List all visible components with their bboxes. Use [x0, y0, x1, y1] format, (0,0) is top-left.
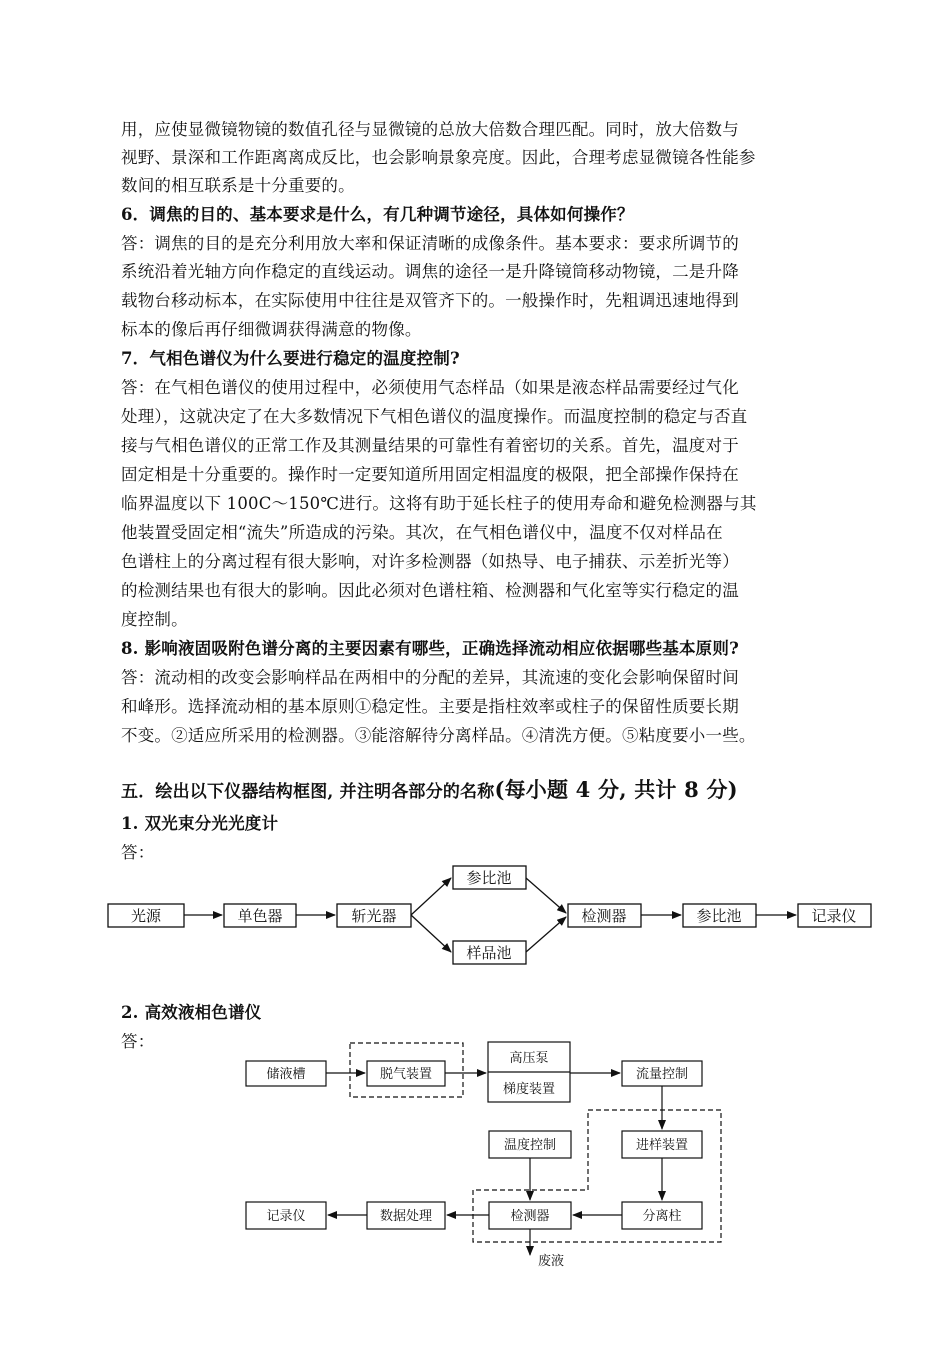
label-recorder-2: 记录仪 — [266, 1209, 306, 1224]
label-monochromator: 单色器 — [237, 907, 283, 925]
q8-answer-line-3: 不变。②适应所采用的检测器。③能溶解待分离样品。④清洗方便。⑤粘度要小一些。 — [121, 726, 756, 745]
q6-answer-line-4: 标本的像后再仔细微调获得满意的物像。 — [121, 320, 422, 339]
q7-question: 7．气相色谱仪为什么要进行稳定的温度控制? — [121, 349, 460, 368]
label-temp-control: 温度控制 — [503, 1138, 557, 1153]
sub2-answer-label: 答： — [121, 1032, 155, 1051]
q8-answer-line-2: 和峰形。选择流动相的基本原则①稳定性。主要是指柱效率或柱子的保留性质要长期 — [121, 697, 739, 716]
q7-answer-line-5: 临界温度以下 100C～150℃进行。这将有助于延长柱子的使用寿命和避免检测器与其 — [121, 494, 757, 513]
q7-answer-line-6: 他装置受固定相“流失”所造成的污染。其次，在气相色谱仪中，温度不仅对样品在 — [121, 523, 723, 542]
label-data-processing: 数据处理 — [379, 1209, 433, 1224]
label-sample-cell: 样品池 — [466, 944, 512, 962]
label-reference-cell: 参比池 — [466, 869, 512, 887]
diagram-hplc — [0, 1035, 952, 1275]
intro-line-3: 数间的相互联系是十分重要的。 — [121, 176, 355, 195]
label-flow-control: 流量控制 — [635, 1067, 689, 1082]
arrow-chopper-to-sample — [411, 915, 451, 952]
q7-answer-line-1: 答：在气相色谱仪的使用过程中，必须使用气态样品（如果是液态样品需要经过气化 — [121, 378, 739, 397]
sub1-answer-label: 答： — [121, 843, 155, 862]
q7-answer-line-3: 接与气相色谱仪的正常工作及其测量结果的可靠性有着密切的关系。首先，温度对于 — [121, 436, 739, 455]
diagram-double-beam-spectrophotometer — [0, 855, 952, 975]
label-detector-2: 检测器 — [510, 1209, 550, 1224]
intro-line-2: 视野、景深和工作距离离成反比，也会影响景象亮度。因此，合理考虑显微镜各性能参 — [121, 148, 756, 167]
label-reference-cell-2: 参比池 — [696, 907, 742, 925]
sub1-title: 1. 双光束分光光度计 — [121, 814, 279, 833]
label-reservoir: 储液槽 — [266, 1067, 306, 1082]
q8-question: 8. 影响液固吸附色谱分离的主要因素有哪些，正确选择流动相应依据哪些基本原则? — [121, 639, 739, 658]
q7-answer-line-9: 度控制。 — [121, 610, 188, 629]
section5-title: 五．绘出以下仪器结构框图, 并注明各部分的名称 — [121, 782, 495, 802]
arrow-ref-to-detector — [526, 878, 566, 913]
q8-answer-line-1: 答：流动相的改变会影响样品在两相中的分配的差异，其流速的变化会影响保留时间 — [121, 668, 739, 687]
label-detector: 检测器 — [581, 907, 627, 925]
label-injector: 进样装置 — [635, 1138, 689, 1153]
label-light-source: 光源 — [130, 907, 162, 925]
q6-answer-line-2: 系统沿着光轴方向作稳定的直线运动。调焦的途径一是升降镜筒移动物镜，二是升降 — [121, 262, 739, 281]
section5-heading — [121, 778, 738, 804]
q7-answer-line-4: 固定相是十分重要的。操作时一定要知道所用固定相温度的极限，把全部操作保持在 — [121, 465, 739, 484]
q7-answer-line-7: 色谱柱上的分离过程有很大影响，对许多检测器（如热导、电子捕获、示差折光等） — [121, 552, 739, 571]
label-waste: 废液 — [537, 1254, 565, 1269]
label-column: 分离柱 — [642, 1209, 682, 1224]
arrow-sample-to-detector — [526, 917, 566, 952]
q7-answer-line-2: 处理），这就决定了在大多数情况下气相色谱仪的温度操作。而温度控制的稳定与否直 — [121, 407, 748, 426]
q6-answer-line-3: 载物台移动标本，在实际使用中往往是双管齐下的。一般操作时，先粗调迅速地得到 — [121, 291, 739, 310]
arrow-chopper-to-ref — [411, 878, 451, 915]
section5-score: (每小题 4 分, 共计 8 分) — [494, 777, 738, 802]
q6-question: 6．调焦的目的、基本要求是什么，有几种调节途径，具体如何操作？ — [121, 205, 634, 224]
label-recorder: 记录仪 — [811, 907, 857, 925]
intro-line-1: 用，应使显微镜物镜的数值孔径与显微镜的总放大倍数合理匹配。同时，放大倍数与 — [121, 120, 739, 139]
sub2-title: 2. 高效液相色谱仪 — [121, 1003, 262, 1022]
label-degasser: 脱气装置 — [379, 1067, 433, 1082]
label-pump: 高压泵 — [509, 1051, 549, 1066]
label-gradient: 梯度装置 — [502, 1082, 556, 1097]
label-chopper: 斩光器 — [351, 907, 397, 925]
q7-answer-line-8: 的检测结果也有很大的影响。因此必须对色谱柱箱、检测器和气化室等实行稳定的温 — [121, 581, 739, 600]
q6-answer-line-1: 答：调焦的目的是充分利用放大率和保证清晰的成像条件。基本要求：要求所调节的 — [121, 234, 739, 253]
